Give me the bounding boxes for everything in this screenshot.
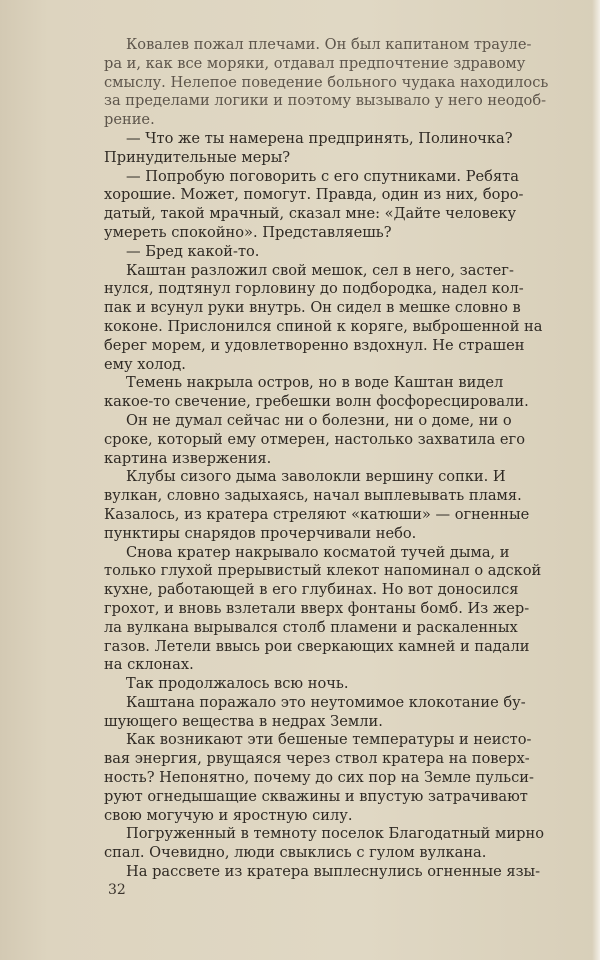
- text-line: свою могучую и яростную силу.: [104, 806, 353, 824]
- page-text: [104, 36, 588, 882]
- text-line: рение.: [104, 111, 155, 129]
- text-line: вулкан, словно задыхаясь, начал выплевывать пламя.: [104, 487, 522, 505]
- text-line: Казалось, из кратера стреляют «катюши» — огненные: [104, 505, 530, 523]
- text-line: Снова кратер накрывало косматой тучей дыма, и: [126, 543, 510, 561]
- text-line: датый, такой мрачный, сказал мне: «Дайте человеку: [104, 205, 517, 223]
- text-line: Как возникают эти бешеные температуры и неисто-: [126, 731, 532, 749]
- text-line: нулся, подтянул горловину до подбородка, надел кол-: [104, 280, 524, 298]
- text-line: Он не думал сейчас ни о болезни, ни о доме, ни о: [126, 411, 512, 429]
- text-line: ра и, как все моряки, отдавал предпочтение здравому: [104, 54, 526, 72]
- text-line: ность? Непонятно, почему до сих пор на Земле пульси-: [104, 769, 534, 787]
- text-line: На рассвете из кратера выплеснулись огненные язы-: [126, 863, 541, 881]
- text-line: Ковалев пожал плечами. Он был капитаном трауле-: [126, 36, 532, 53]
- text-line: шующего вещества в недрах Земли.: [104, 712, 383, 730]
- text-line: Погруженный в темноту поселок Благодатный мирно: [126, 825, 544, 843]
- text-line: сроке, который ему отмерен, настолько захватила его: [104, 430, 525, 448]
- text-line: грохот, и вновь взлетали вверх фонтаны бомб. Из жер-: [104, 599, 530, 617]
- text-line: коконе. Прислонился спиной к коряге, выброшенной на: [104, 317, 543, 335]
- text-line: руют огнедышащие скважины и впустую затрачивают: [104, 787, 528, 805]
- text-line: хорошие. Может, помогут. Правда, один из них, боро-: [104, 186, 524, 204]
- text-line: пунктиры снарядов прочерчивали небо.: [104, 524, 417, 542]
- text-line: ла вулкана вырывался столб пламени и раскаленных: [104, 618, 518, 636]
- text-line: умереть спокойно». Представляешь?: [104, 223, 392, 241]
- text-line: картина извержения.: [104, 449, 272, 467]
- text-line: пак и всунул руки внутрь. Он сидел в мешке словно в: [104, 299, 521, 317]
- text-line: кухне, работающей в его глубинах. Но вот доносился: [104, 581, 519, 599]
- text-line: на склонах.: [104, 656, 194, 674]
- page-number: 32: [108, 882, 126, 898]
- text-line: газов. Летели ввысь рои сверкающих камней и падали: [104, 637, 530, 655]
- text-line: берег морем, и удовлетворенно вздохнул. Не страшен: [104, 336, 525, 354]
- text-line: Так продолжалось всю ночь.: [126, 675, 349, 693]
- text-line: смыслу. Нелепое поведение больного чудака находилось: [104, 73, 549, 91]
- text-line: за пределами логики и поэтому вызывало у него неодоб-: [104, 92, 547, 110]
- text-line: вая энергия, рвущаяся через ствол кратера на поверх-: [104, 750, 530, 768]
- text-line: Темень накрыла остров, но в воде Каштан видел: [126, 374, 504, 392]
- text-line: Каштан разложил свой мешок, сел в него, застег-: [126, 261, 514, 279]
- text-line: только глухой прерывистый клекот напоминал о адской: [104, 562, 542, 580]
- text-line: Клубы сизого дыма заволокли вершину сопки. И: [126, 468, 506, 486]
- text-line: — Что же ты намерена предпринять, Полиночка?: [126, 129, 513, 147]
- text-line: — Попробую поговорить с его спутниками. Ребята: [126, 167, 519, 185]
- text-line: Принудительные меры?: [104, 148, 291, 166]
- text-line: Каштана поражало это неутомимое клокотание бу-: [126, 693, 526, 711]
- text-line: какое-то свечение, гребешки волн фосфоресцировали.: [104, 393, 529, 411]
- text-line: ему холод.: [104, 355, 186, 373]
- text-line: — Бред какой-то.: [126, 242, 260, 260]
- text-line: спал. Очевидно, люди свыклись с гулом вулкана.: [104, 844, 487, 862]
